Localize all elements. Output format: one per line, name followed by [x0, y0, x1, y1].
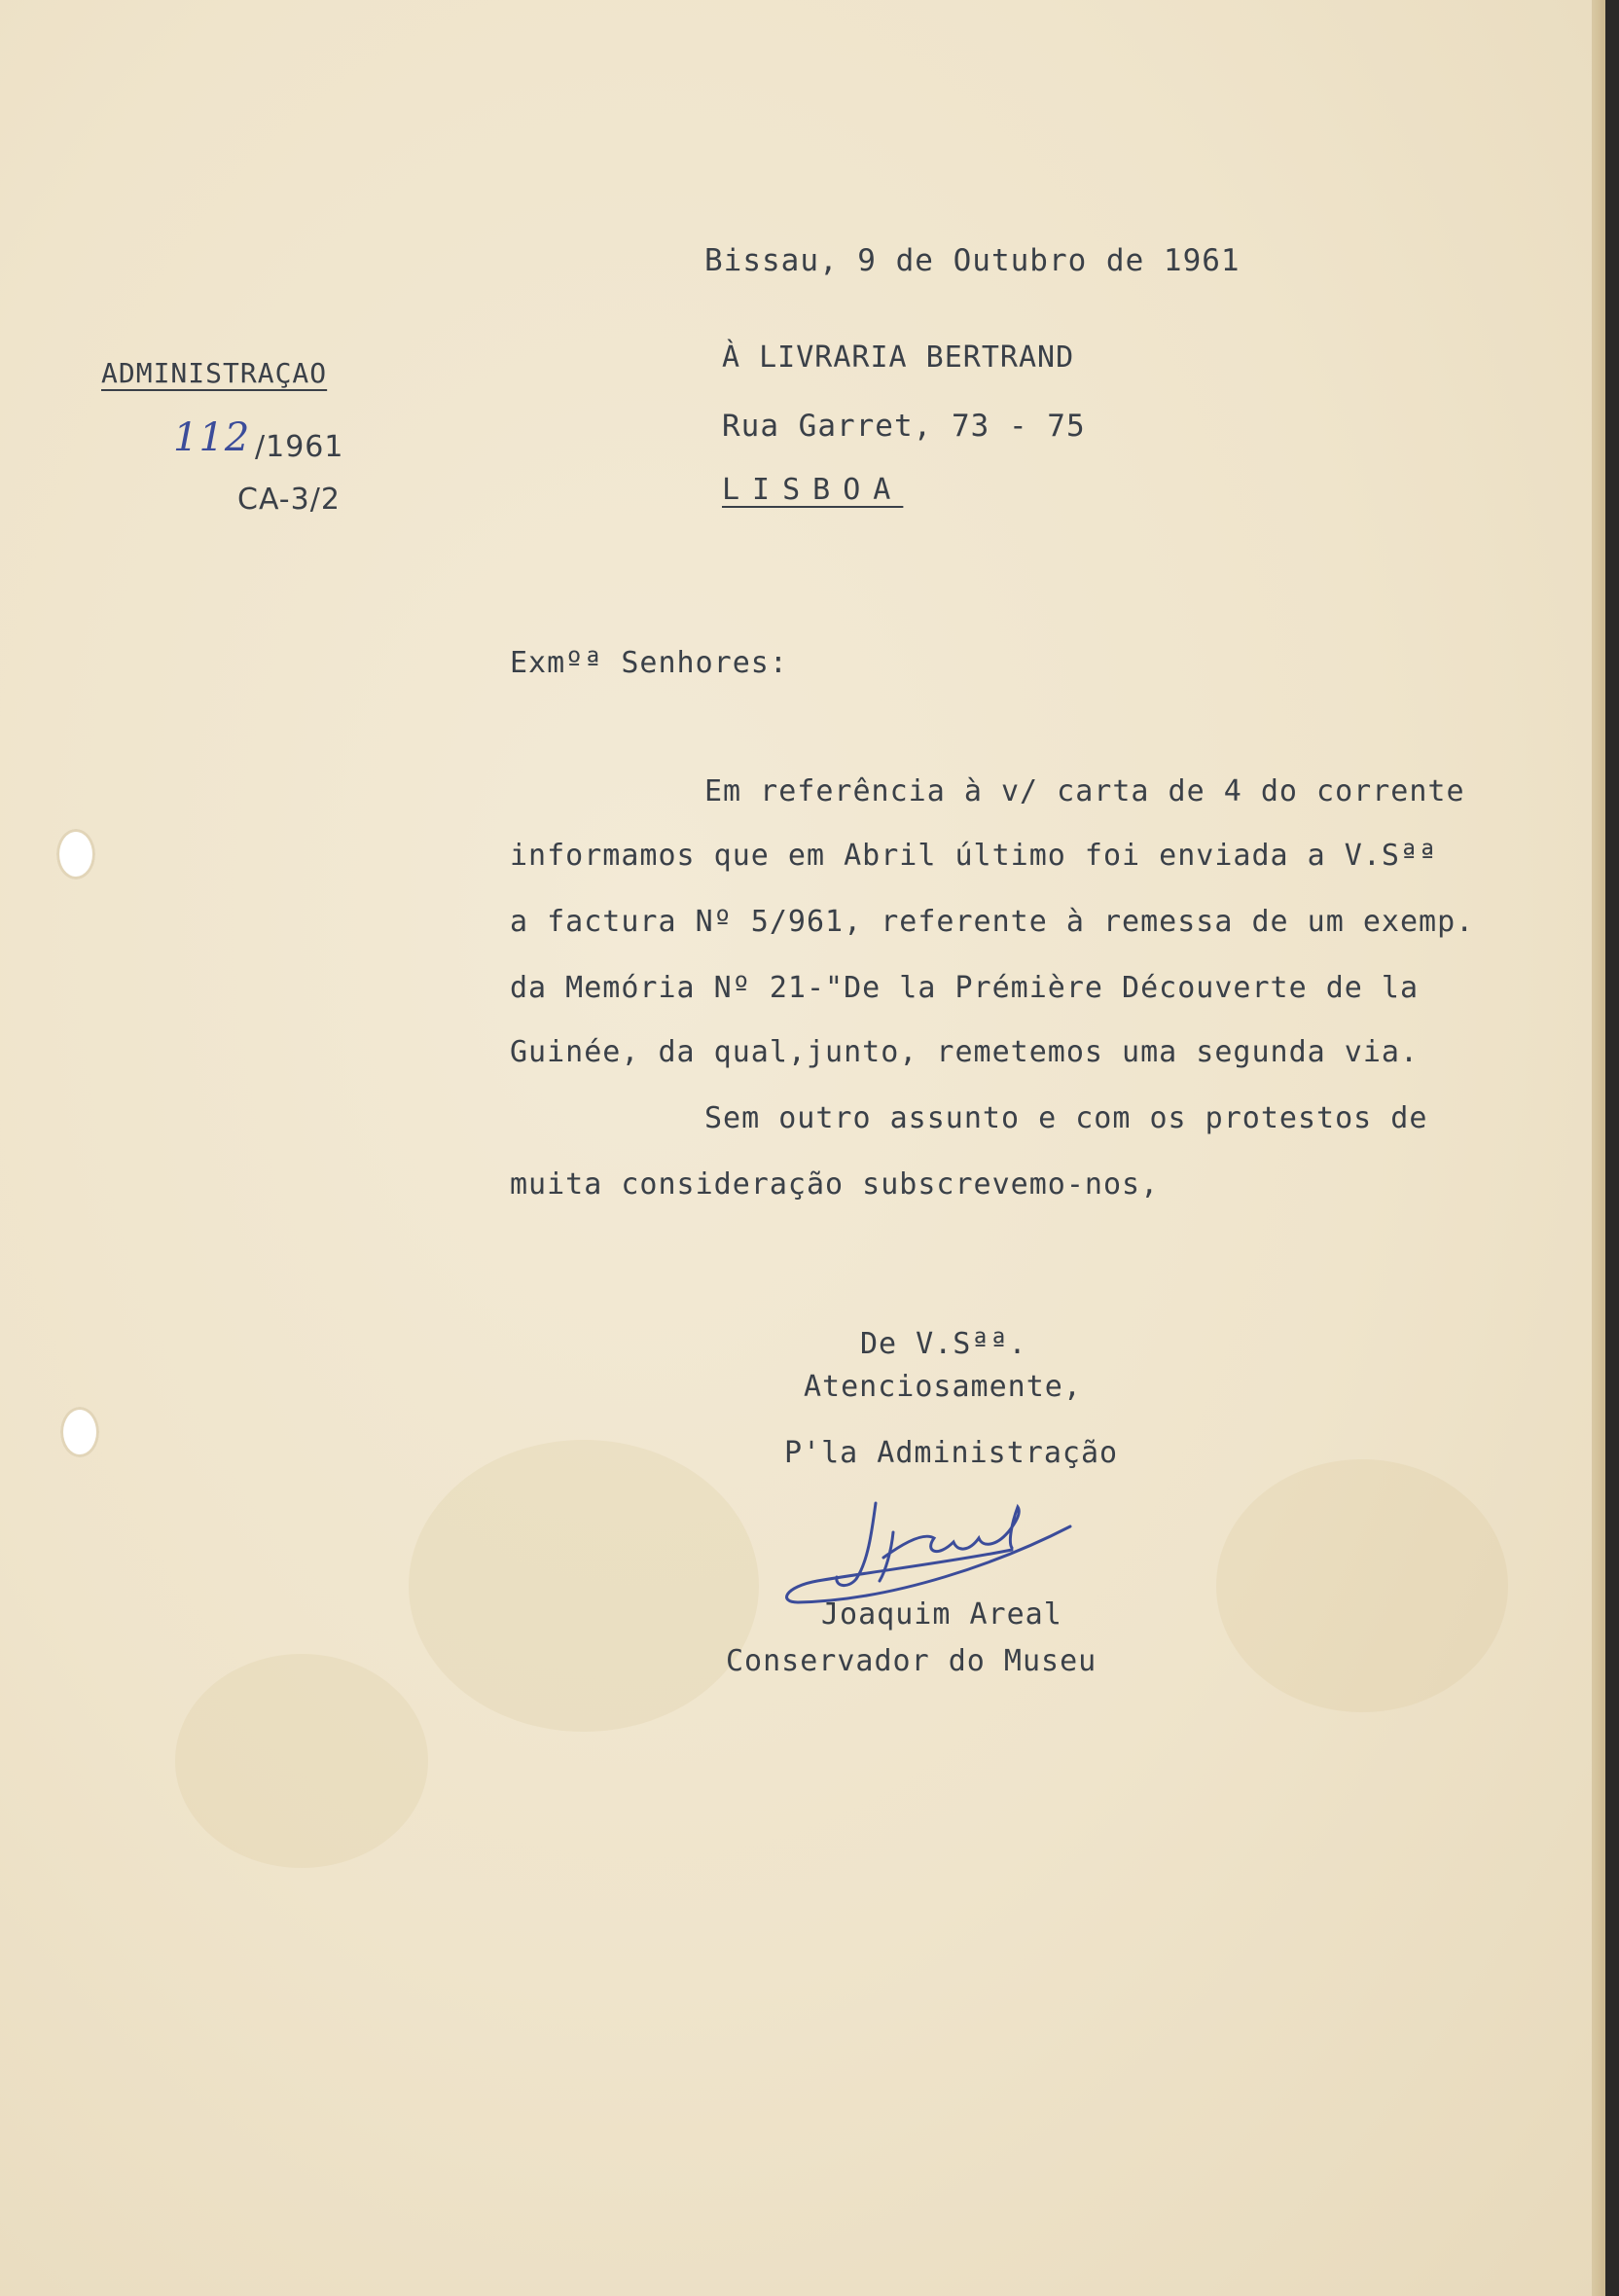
recipient-address: Rua Garret, 73 - 75: [722, 409, 1086, 444]
paper-stain: [1216, 1459, 1508, 1712]
reference-year: /1961: [255, 430, 344, 464]
body-line: a factura Nº 5/961, referente à remessa de um exemp.: [510, 905, 1475, 939]
body-line: da Memória Nº 21-"De la Prémière Découverte de la: [510, 971, 1420, 1005]
reference-code: CA-3/2: [237, 483, 341, 517]
body-line: Guinée, da qual,junto, remetemos uma segunda via.: [510, 1035, 1420, 1069]
recipient-city: LISBOA: [722, 473, 904, 507]
reference-department: ADMINISTRAÇAO: [101, 357, 328, 389]
body-line: informamos que em Abril último foi enviada a V.Sªª: [510, 839, 1438, 873]
closing-line: P'la Administração: [784, 1436, 1119, 1470]
paper-stain: [175, 1654, 428, 1868]
place-date: Bissau, 9 de Outubro de 1961: [704, 243, 1241, 278]
handwritten-signature: [778, 1493, 1090, 1610]
punch-hole-bottom: [60, 1407, 99, 1457]
salutation: Exmºª Senhores:: [510, 646, 788, 680]
closing-line: De V.Sªª.: [860, 1327, 1027, 1361]
body-line: muita consideração subscrevemo-nos,: [510, 1167, 1160, 1202]
punch-hole-top: [56, 829, 95, 879]
signatory-title: Conservador do Museu: [726, 1644, 1097, 1678]
paper-edge: [1592, 0, 1605, 2296]
body-line: Sem outro assunto e com os protestos de: [704, 1101, 1428, 1135]
signatory-name: Joaquim Areal: [821, 1597, 1062, 1632]
reference-number-handwritten: 112: [173, 415, 251, 460]
paper-stain: [409, 1440, 759, 1732]
closing-line: Atenciosamente,: [804, 1370, 1082, 1404]
body-line: Em referência à v/ carta de 4 do corrente: [704, 774, 1465, 808]
recipient-name: À LIVRARIA BERTRAND: [722, 341, 1075, 375]
